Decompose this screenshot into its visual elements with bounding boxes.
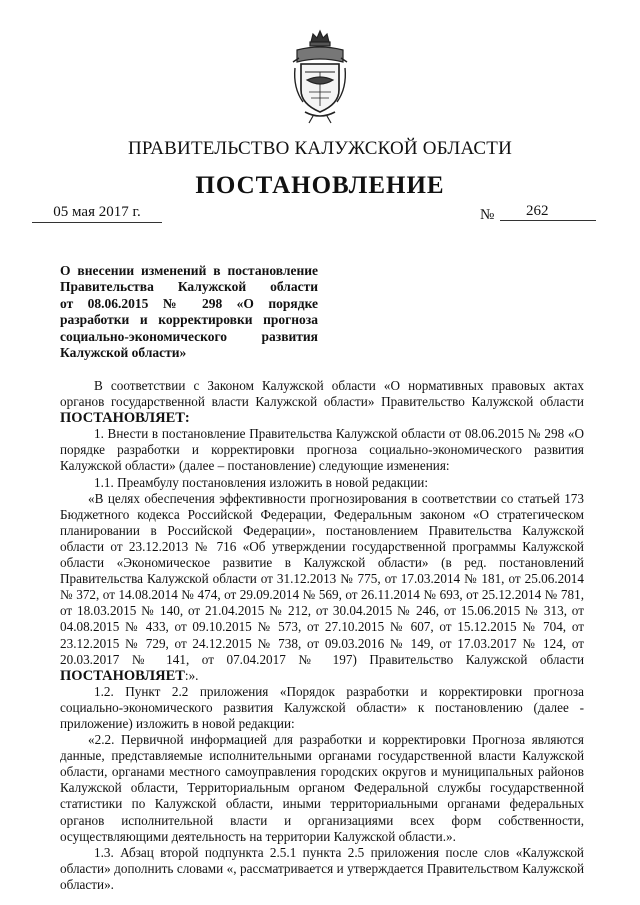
document-subject [60, 263, 318, 361]
quoted-preamble: «В целях обеспечения эффективности прогнозирования в соответствии со статьей 173 Бюджетного кодекса Российской Федерации, Федеральным законом «О стратегическом планировании в Российской Федерации», постановлением Правительства Калужской области от 23.12.2013 № 716 «Об утверждении государственной программы Калужской области «Экономическое развитие в Калужской области» (в ред. постановлений Правительства Калужской области от 31.12.2013 № 775, от 17.03.2014 № 181, от 25.06.2014 № 372, от 14.08.2014 № 474, от 29.09.2014 № 569, от 26.11.2014 № 693, от 25.12.2014 № 781, от 18.03.2015 № 140, от 21.04.2015 № 212, от 30.04.2015 № 246, от 15.06.2015 № 313, от 04.08.2015 № 433, от 09.10.2015 № 573, от 27.10.2015 № 607, от 15.12.2015 № 704, от 23.12.2015 № 729, от 24.12.2015 № 738, от 09.03.2016 № 149, от 17.03.2017 № 124, от 20.03.2017 № 141, от 07.04.2017 № 197) Правительство Калужской области ПОСТАНОВЛЯЕТ:». [60, 490, 584, 684]
preamble-paragraph: В соответствии с Законом Калужской области «О нормативных правовых актах органов государственной власти Калужской области» Правительство Калужской области ПОСТАНОВЛЯЕТ: [60, 378, 584, 427]
document-type: ПОСТАНОВЛЕНИЕ [195, 172, 445, 199]
subject-line: разработки и корректировки прогноза [60, 312, 318, 328]
resolves-keyword: ПОСТАНОВЛЯЕТ: [60, 410, 190, 427]
paragraph-1-1: 1.1. Преамбулу постановления изложить в новой редакции: [94, 474, 429, 490]
paragraph-1: 1. Внести в постановление Правительства Калужской области от 08.06.2015 № 298 «О порядке разработки и корректировки прогноза социально-экономического развития Калужской области» (далее – постановление) следующие изменения: [60, 426, 584, 474]
number-label: № [480, 207, 495, 223]
subject-line: Калужской области» [60, 345, 187, 361]
subject-line: от 08.06.2015 № 298 «О порядке [60, 295, 318, 311]
paragraph-1-2: 1.2. Пункт 2.2 приложения «Порядок разработки и корректировки прогноза социально-экономического развития Калужской области» к постановлению (далее - приложение) изложить в новой редакции: [60, 683, 584, 731]
subject-line: социально-экономического развития [60, 328, 318, 344]
paragraph-1-3: 1.3. Абзац второй подпункта 2.5.1 пункта 2.5 приложения после слов «Калужской области» дополнить словами «, рассматривается и утверждается Правительством Калужской области». [60, 844, 584, 892]
coat-of-arms-icon [291, 28, 349, 124]
government-name: ПРАВИТЕЛЬСТВО КАЛУЖСКОЙ ОБЛАСТИ [127, 138, 513, 159]
document-number: 262 [500, 203, 596, 221]
document-body [60, 378, 584, 893]
quoted-item-2-2: «2.2. Первичной информацией для разработки и корректировки Прогноза являются данные, представляемые исполнительными органами государственной власти Калужской области, органами местного самоуправления городских округов и муниципальных районов Калужской области, Территориальным органом Федеральной службы государственной статистики по Калужской области, иными территориальными органами федеральных органов исполнительной власти и организациями всех форм собственности, осуществляющими деятельность на территории Калужской области.». [60, 732, 584, 844]
subject-line: О внесении изменений в постановление [60, 263, 318, 278]
subject-line: Правительства Калужской области [60, 279, 318, 295]
document-date: 05 мая 2017 г. [32, 204, 162, 223]
resolves-keyword: ПОСТАНОВЛЯЕТ [60, 667, 185, 684]
